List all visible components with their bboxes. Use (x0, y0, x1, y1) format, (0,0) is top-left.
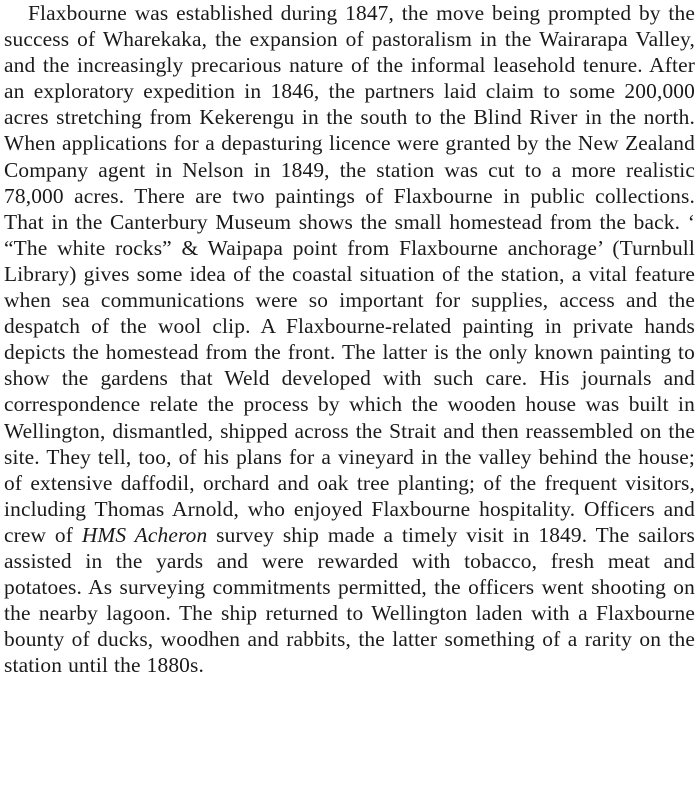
document-page (4, 0, 695, 678)
body-paragraph (4, 0, 695, 678)
paragraph-text-part-2: survey ship made a timely visit in 1849. The sailors assisted in the yards and were rewarded with tobacco, fresh meat and potatoes. As surveying commitments permitted, the officers went shooting on the nearby lagoon. The ship returned to Wellington laden with a Flaxbourne bounty of ducks, woodhen and rabbits, the latter something of a rarity on the station until the 1880s. (4, 522, 696, 678)
paragraph-text-part-1: Flaxbourne was established during 1847, the move being prompted by the success of Wharekaka, the expansion of pastoralism in the Wairarapa Valley, and the increasingly precarious nature of the informal leasehold tenure. After an exploratory expedition in 1846, the partners laid claim to some 200,000 acres stretching from Kekerengu in the south to the Blind River in the north. When applications for a depasturing licence were granted by the New Zealand Company agent in Nelson in 1849, the station was cut to a more realistic 78,000 acres. There are two paintings of Flaxbourne in public collections. That in the Canterbury Museum shows the small homestead from the back. ‘ “The white rocks” & Waipapa point from Flaxbourne anchorage’ (Turnbull Library) gives some idea of the coastal situation of the station, a vital feature when sea communications were so important for supplies, access and the despatch of the wool clip. A Flaxbourne-related painting in private hands depicts the homestead from the front. The latter is the only known painting to show the gardens that Weld developed with such care. His journals and correspondence relate the process by which the wooden house was built in Wellington, dismantled, shipped across the Strait and then reassembled on the site. They tell, too, of his plans for a vineyard in the valley behind the house; of extensive daffodil, orchard and oak tree planting; of the frequent visitors, including Thomas Arnold, who enjoyed Flaxbourne hospitality. Officers and crew of (4, 1, 695, 547)
ship-name-italic: HMS Acheron (81, 522, 208, 547)
